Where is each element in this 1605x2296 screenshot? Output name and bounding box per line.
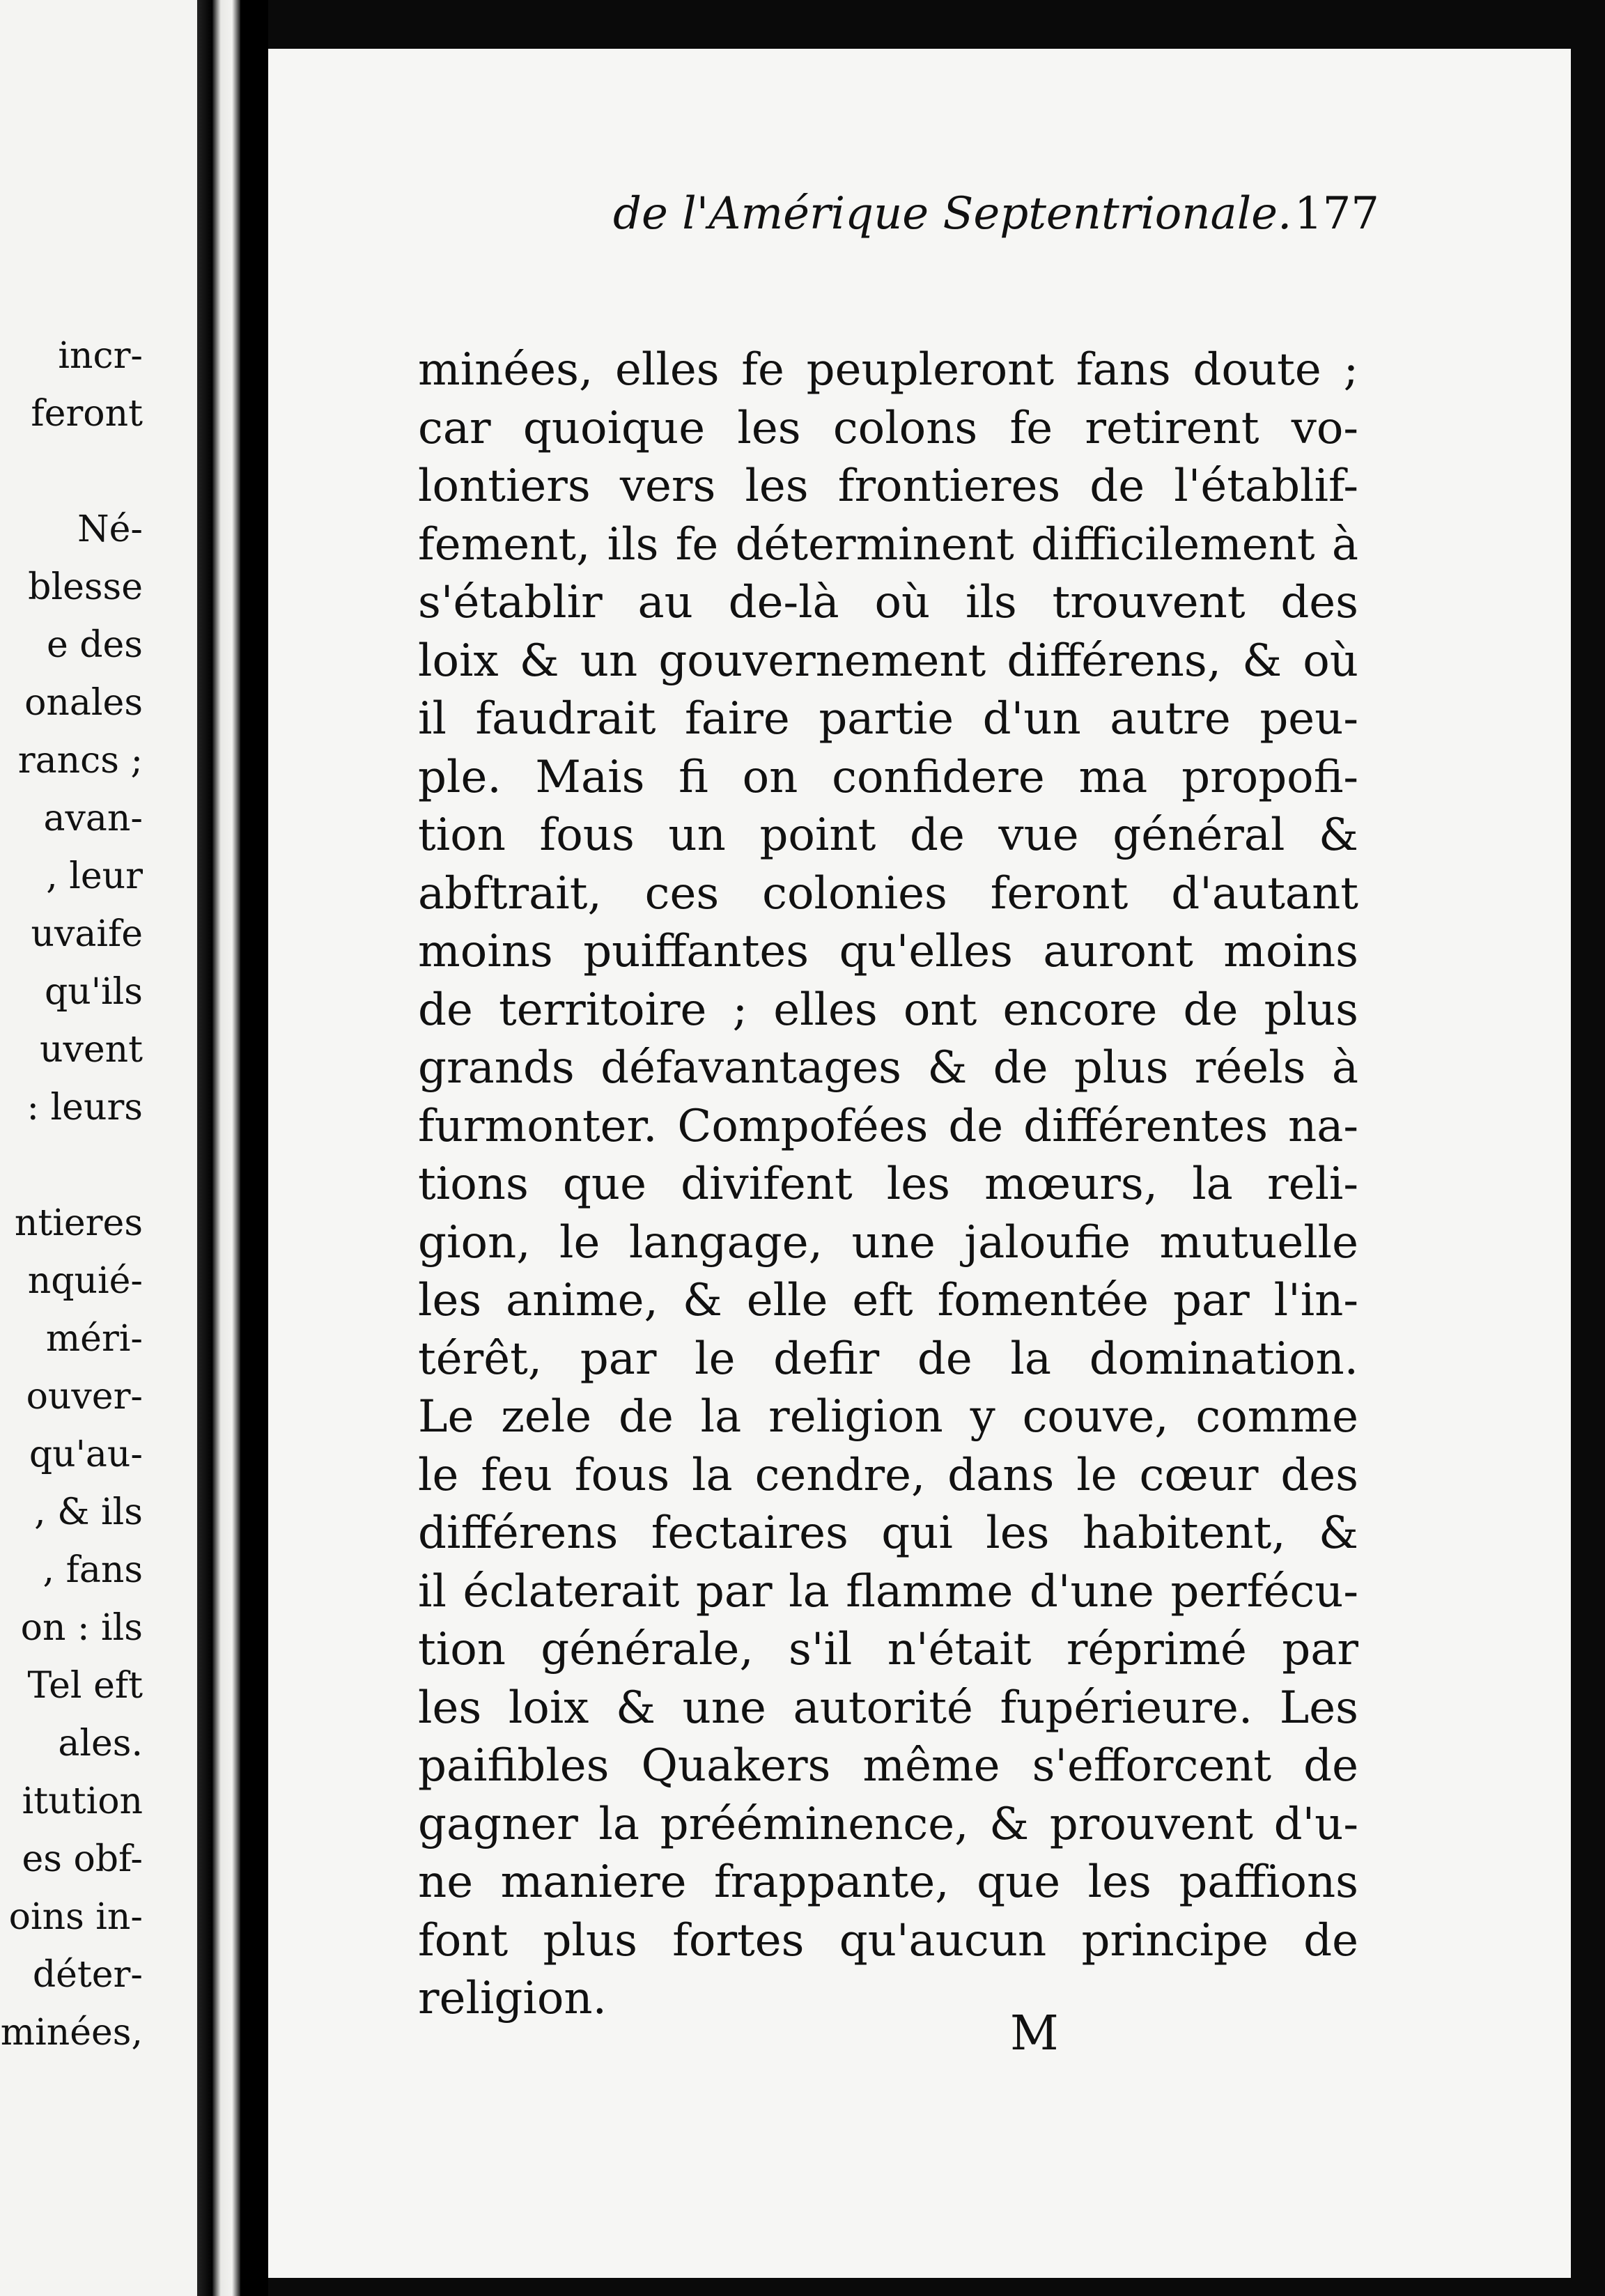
body-text: [418, 341, 1358, 2029]
left-text-line: ntieres: [14, 1202, 143, 1244]
body-text-line: paifibles Quakers même s'efforcent de: [418, 1740, 1358, 1792]
signature-mark: M: [1010, 2006, 1059, 2061]
left-text-line: qu'au-: [29, 1434, 143, 1475]
previous-page-fragment: [0, 0, 197, 2296]
left-text-line: uvaife: [31, 913, 143, 955]
body-text-line: le feu fous la cendre, dans le cœur des: [418, 1449, 1358, 1501]
left-text-line: es obf-: [22, 1838, 143, 1880]
left-text-line: , leur: [46, 855, 143, 897]
body-text-line: furmonter. Compofées de différentes na-: [418, 1100, 1358, 1152]
body-text-line: font plus fortes qu'aucun principe de: [418, 1914, 1358, 1967]
page-edge-stripe: [212, 0, 240, 2296]
body-text-line: tion fous un point de vue général &: [418, 809, 1358, 861]
running-head-title: de l'Amérique Septentrionale.: [613, 188, 1292, 240]
body-text-line: car quoique les colons fe retirent vo-: [418, 402, 1358, 454]
body-text-line: loix & un gouvernement différens, & où: [418, 635, 1358, 687]
left-text-line: minées,: [0, 2012, 143, 2054]
body-text-line: ple. Mais fi on confidere ma propofi-: [418, 751, 1358, 803]
left-text-line: avan-: [43, 798, 143, 839]
body-text-line: religion.: [418, 1973, 607, 2024]
body-text-line: il faudrait faire partie d'un autre peu-: [418, 693, 1358, 745]
book-gutter: [240, 0, 268, 2296]
left-text-line: Tel eft: [27, 1665, 143, 1707]
left-text-line: méri-: [45, 1318, 143, 1360]
previous-page-text: [1, 327, 143, 2062]
body-text-line: grands défavantages & de plus réels à: [418, 1042, 1358, 1094]
body-text-line: lontiers vers les frontieres de l'établif-: [418, 460, 1358, 512]
body-text-line: gion, le langage, une jaloufie mutuelle: [418, 1216, 1358, 1269]
left-text-line: déter-: [32, 1954, 143, 1996]
page-number: 177: [1294, 188, 1379, 240]
left-text-line: , & ils: [34, 1491, 143, 1533]
body-text-line: il éclaterait par la flamme d'une perfécu-: [418, 1565, 1358, 1618]
left-text-line: rancs ;: [17, 740, 143, 782]
body-text-line: abftrait, ces colonies feront d'autant: [418, 867, 1358, 920]
body-text-line: Le zele de la religion y couve, comme: [418, 1391, 1358, 1443]
left-text-line: Né-: [77, 509, 143, 550]
body-text-line: les anime, & elle eft fomentée par l'in-: [418, 1275, 1358, 1326]
left-text-line: incr-: [58, 335, 143, 377]
body-text-line: s'établir au de-là où ils trouvent des: [418, 577, 1358, 628]
line-gap: [1, 1137, 143, 1195]
left-text-line: ales.: [58, 1723, 143, 1764]
left-text-line: onales: [24, 682, 143, 724]
body-text-line: fement, ils fe déterminent difficilement à: [418, 518, 1358, 571]
body-text-line: tion générale, s'il n'était réprimé par: [418, 1624, 1358, 1675]
left-text-line: nquié-: [27, 1260, 143, 1302]
body-text-line: tions que divifent les mœurs, la reli-: [418, 1158, 1358, 1210]
body-text-line: de territoire ; elles ont encore de plus: [418, 984, 1358, 1036]
left-text-line: oins in-: [8, 1896, 143, 1938]
left-text-line: feront: [31, 393, 143, 435]
body-text-line: moins puiffantes qu'elles auront moins: [418, 926, 1358, 977]
left-text-line: e des: [46, 624, 143, 666]
left-text-line: blesse: [28, 566, 143, 608]
body-text-line: différens fectaires qui les habitent, &: [418, 1507, 1358, 1559]
left-text-line: , fans: [42, 1549, 143, 1591]
left-text-line: uvent: [39, 1029, 143, 1071]
left-text-line: : leurs: [26, 1087, 143, 1128]
body-text-line: minées, elles fe peupleront fans doute ;: [418, 344, 1358, 396]
body-text-line: gagner la prééminence, & prouvent d'u-: [418, 1798, 1358, 1850]
line-gap: [1, 443, 143, 501]
body-text-line: térêt, par le defir de la domination.: [418, 1333, 1358, 1385]
body-text-line: les loix & une autorité fupérieure. Les: [418, 1682, 1358, 1734]
left-text-line: itution: [22, 1781, 143, 1822]
body-text-line: ne maniere frappante, que les paffions: [418, 1856, 1358, 1908]
left-text-line: ouver-: [26, 1376, 143, 1418]
left-text-line: on : ils: [20, 1607, 143, 1649]
left-text-line: qu'ils: [44, 971, 143, 1013]
page-shadow: [197, 0, 212, 2296]
